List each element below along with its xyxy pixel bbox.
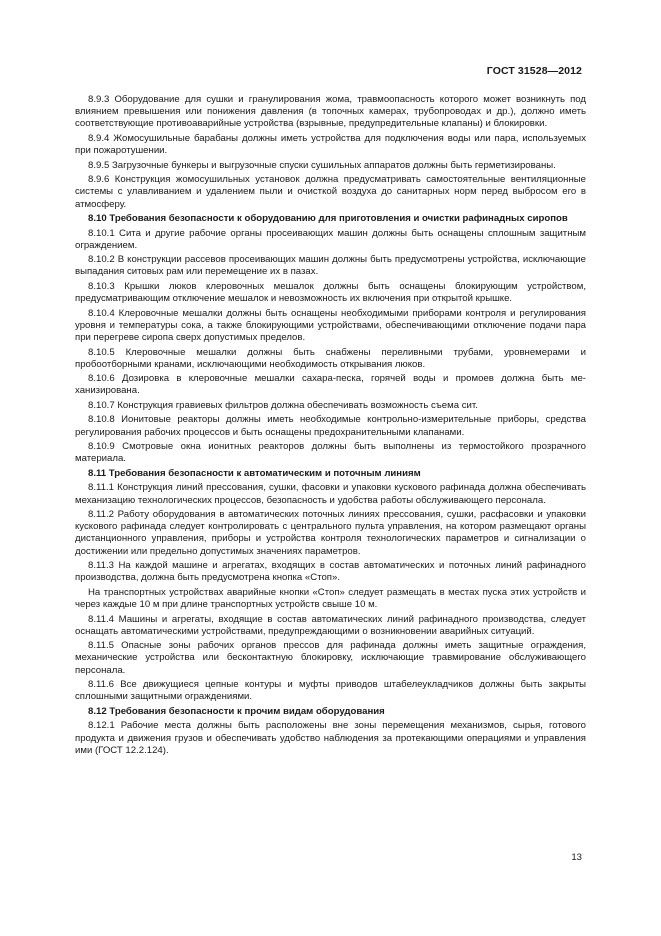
paragraph-8-10-2: 8.10.2 В конструкции рассевов просеивающих машин должны быть предусмотрены устройства, исключающие выпадания ситовых рам или перемещение их в пазах.: [75, 254, 586, 278]
paragraph-8-9-3: 8.9.3 Оборудование для сушки и гранулирования жома, травмоопасность которого может возникнуть под влиянием превышения или понижения давления (в топочных камерах, трубопроводах и др.), должно иметь соответствующие противоаварийные устройства (взрывные, предупредительные клапаны) и блокировки.: [75, 94, 586, 130]
paragraph-8-10-4: 8.10.4 Клеровочные мешалки должны быть оснащены необходимыми приборами контроля и регулирования уровня и температуры сока, а также блокирующими устройствами, обеспечивающими отключение подачи пара при перегреве сиропа сверх допустимых пределов.: [75, 307, 586, 344]
paragraph-8-10-3: 8.10.3 Крышки люков клеровочных мешалок должны быть оснащены блокирующим устройством, предусматривающим отключение мешалок и невозможность их включения при открытой крышке.: [75, 280, 586, 305]
paragraph-8-10-1: 8.10.1 Сита и другие рабочие органы просеивающих машин должны быть оснащены сплошным защитным ограждением.: [75, 227, 586, 251]
paragraph-8-9-6: 8.9.6 Конструкция жомосушильных установок должна предусматривать самостоятельные вентиляционные системы с улавливанием и удалением пыли и очисткой воздуха до санитарных норм перед выбросом его в атмосферу.: [75, 174, 586, 210]
paragraph-8-11-4: 8.11.4 Машины и агрегаты, входящие в состав автоматических линий рафинадного производства, следует оснащать автоматическими устройствами, предупреждающими о возникновении аварийных ситуаций.: [75, 613, 586, 637]
paragraph-8-10-9: 8.10.9 Смотровые окна ионитных реакторов должны быть выполнены из термостойкого прозрачного материала.: [75, 441, 586, 465]
section-heading-8-10: 8.10 Требования безопасности к оборудованию для приготовления и очистки рафинадных сиропов: [88, 213, 568, 225]
paragraph-8-10-5: 8.10.5 Клеровочные мешалки должны быть снабжены переливными трубами, уровнемерами и пробоотборными кранами, исключающими необходимость открывания люков.: [75, 346, 586, 370]
section-heading-8-12: 8.12 Требования безопасности к прочим видам оборудования: [88, 705, 385, 717]
page-number: 13: [571, 852, 582, 863]
paragraph-8-10-6: 8.10.6 Дозировка в клеровочные мешалки сахара-песка, горячей воды и промоев должна быть механизирована.: [75, 373, 586, 397]
document-body: [75, 94, 586, 759]
paragraph-8-11-1: 8.11.1 Конструкция линий прессования, сушки, фасовки и упаковки кускового рафинада должна обеспечивать механизацию технологических процессов, безопасность и удобства работы обслуживающего персонала.: [75, 482, 586, 506]
paragraph-8-10-8: 8.10.8 Ионитовые реакторы должны иметь необходимые контрольно-измерительные приборы, средства регулирования рабочих процессов и быть оснащены предохранительными клапанами.: [75, 414, 586, 438]
paragraph-8-11-6: 8.11.6 Все движущиеся цепные контуры и муфты приводов штабелеукладчиков должны быть закрыты сплошными защитными ограждениями.: [75, 679, 586, 703]
section-heading-8-11: 8.11 Требования безопасности к автоматическим и поточным линиям: [88, 467, 421, 479]
paragraph-8-11-2: 8.11.2 Работу оборудования в автоматических поточных линиях прессования, сушки, расфасовки и упаковки кускового рафинада следует контролировать с центрального пульта управления, на котором размещают органы дистанционного управления, приборы и устройства контроля технологических параметров и сигнализации о достижении или предельно допустимых значениях параметров.: [75, 509, 586, 557]
paragraph-8-10-7: 8.10.7 Конструкция гравиевых фильтров должна обеспечивать возможность съема сит.: [88, 399, 478, 411]
paragraph-8-11-3: 8.11.3 На каждой машине и агрегатах, входящих в состав автоматических и поточных линий рафинадного производства, должна быть предусмотрена кнопка «Стоп».: [75, 560, 586, 584]
paragraph-8-9-4: 8.9.4 Жомосушильные барабаны должны иметь устройства для подключения воды или пара, используемых при пожаротушении.: [75, 132, 586, 157]
paragraph-8-9-5: 8.9.5 Загрузочные бункеры и выгрузочные спуски сушильных аппаратов должны быть герметизированы.: [88, 159, 556, 171]
paragraph-8-11-5: 8.11.5 Опасные зоны рабочих органов прессов для рафинада должны иметь защитные ограждения, механические устройства или бесконтактную блокировку, исключающие травмирование обслуживающего персонала.: [75, 640, 586, 676]
paragraph-8-12-1: 8.12.1 Рабочие места должны быть расположены вне зоны перемещения механизмов, сырья, готового продукта и движения грузов и обеспечивать удобство наблюдения за протекающими операциями и управления ими (ГОСТ 12.2.124).: [75, 720, 586, 756]
document-header: ГОСТ 31528—2012: [486, 65, 582, 77]
paragraph-8-11-3-continued: На транспортных устройствах аварийные кнопки «Стоп» следует размещать в местах пуска этих устройств и через каждые 10 м при длине транспортных устройств свыше 10 м.: [75, 586, 586, 611]
